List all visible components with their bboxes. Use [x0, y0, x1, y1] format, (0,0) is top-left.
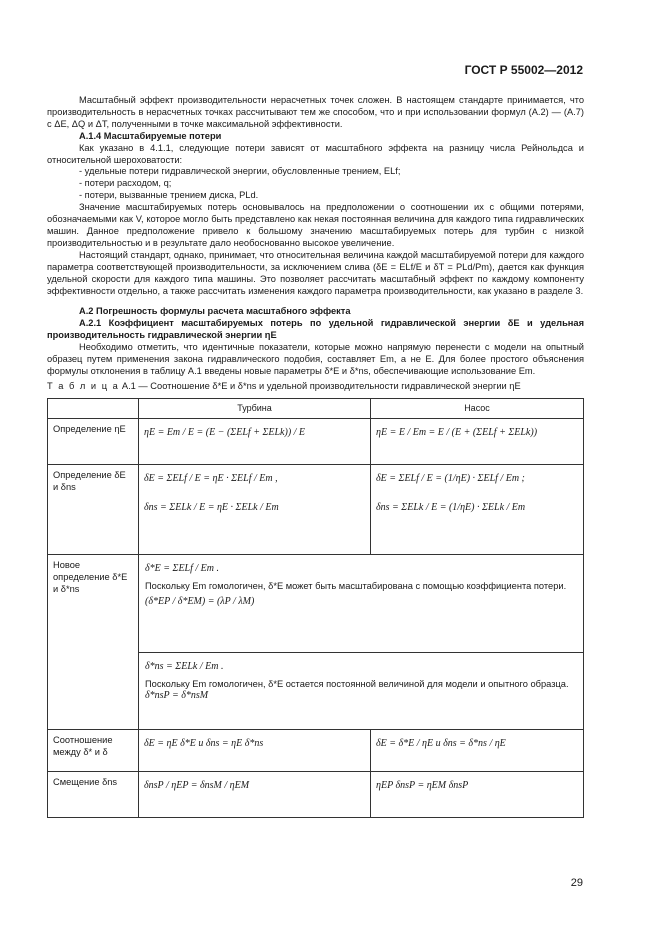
turbine-cell: [139, 730, 371, 772]
turbine-cell: [139, 419, 371, 465]
table-caption: [47, 381, 587, 391]
formula: δ*ns = ΣELk / Em .: [145, 661, 224, 672]
paragraph-2: Как указано в 4.1.1, следующие потери зависят от масштабного эффекта на разницу числа Рейнольдса и относительной шероховатости:: [47, 142, 584, 165]
formula: δ*E = ΣELf / Em .: [145, 563, 220, 574]
formula: δE = ΣELf / E = (1/ηE) · ΣELf / Em ;: [376, 473, 525, 484]
turbine-cell: [139, 772, 371, 818]
paragraph-3: Значение масштабируемых потерь основывалось на предположении о соотношении их с общими потерями, обозначаемыми как V, которое могло быть представлено как некая постоянная величина для каждого типа гидравлических машин. Данное предположение привело к большому значению масштабируемых потерь для турбин с низкой производительностью и в результате дало необоснованно высокое увеличение.: [47, 202, 584, 248]
losses-list: [47, 166, 584, 202]
formula: δns = ΣELk / E = ηE · ΣELk / Em: [144, 502, 279, 513]
list-item: - потери расходом, q;: [79, 178, 172, 189]
cell-note: Поскольку Em гомологичен, δ*E может быть масштабирована с помощью коэффициента потери.: [145, 581, 567, 591]
pump-cell: [371, 730, 584, 772]
document-standard-number: ГОСТ Р 55002—2012: [464, 63, 583, 77]
table-header-row: [48, 399, 584, 419]
header-cell-label: [48, 399, 139, 419]
pump-cell: [371, 465, 584, 555]
formula: ηEP δnsP = ηEM δnsP: [376, 780, 469, 791]
table-row: [48, 730, 584, 772]
table-row: [48, 555, 584, 730]
row-label: Новое определение δ*E и δ*ns: [48, 555, 139, 730]
table-row: [48, 772, 584, 818]
formula: (δ*EP / δ*EM) = (λP / λM): [145, 596, 255, 607]
paragraph-5: Необходимо отметить, что идентичные показатели, которые можно напрямую перенести с модели на опытный образец путем применения закона гидравлического подобия, составляет Em, а не E. Для более простого объяснения формулы отклонения в таблицу А.1 введены новые параметры δ*E и δ*ns, обеспечивающие использование Em.: [47, 342, 584, 376]
row-label: Определение δE и δns: [48, 465, 139, 555]
page-number: 29: [570, 877, 583, 889]
formula: δns = ΣELk / E = (1/ηE) · ΣELk / Em: [376, 502, 526, 513]
row-label: Соотношение между δ* и δ: [48, 730, 139, 772]
row-label: Смещение δns: [48, 772, 139, 818]
pump-cell: [371, 772, 584, 818]
table-caption-text: А.1 — Соотношение δ*E и δ*ns и удельной производительности гидравлической энергии ηE: [121, 381, 521, 391]
heading-a2: А.2 Погрешность формулы расчета масштабного эффекта: [79, 306, 351, 317]
formula: δE = δ*E / ηE и δns = δ*ns / ηE: [376, 738, 506, 749]
formula: ηE = E / Em = E / (E + (ΣELf + ΣELk)): [376, 427, 538, 438]
header-cell-turbine: Турбина: [139, 399, 371, 419]
list-item: - удельные потери гидравлической энергии, обусловленные трением, ELf;: [79, 166, 401, 177]
turbine-cell: [139, 465, 371, 555]
header-cell-pump: Насос: [371, 399, 584, 419]
formula: ηE = Em / E = (E − (ΣELf + ΣELk)) / E: [144, 427, 306, 438]
pump-cell: [371, 419, 584, 465]
table-caption-label: Т а б л и ц а: [47, 381, 120, 391]
paragraph-1: Масштабный эффект производительности нерасчетных точек сложен. В настоящем стандарте принимается, что производительность в нерасчетных точках рассчитывают тем же способом, что и при использовании формул (А.2) — (А.7) с ΔE, ΔQ и ΔT, полученными в точке максимальной эффективности.: [47, 95, 584, 129]
list-item: - потери, вызванные трением диска, PLd.: [79, 190, 259, 201]
formula: δ*nsP = δ*nsM: [145, 690, 209, 701]
formula: δE = ηE δ*E и δns = ηE δ*ns: [144, 738, 264, 749]
heading-a21: А.2.1 Коэффициент масштабируемых потерь по удельной гидравлической энергии δE и удельная производительность гидравлической энергии ηE: [47, 318, 584, 341]
formula: δnsP / ηEP = δnsM / ηEM: [144, 780, 250, 791]
combined-cell: [139, 555, 584, 730]
paragraph-4: Настоящий стандарт, однако, принимает, что относительная величина каждой масштабируемой потери для каждого параметра соответствующей производительности, за исключением слива (δE = ELf/E и δT = PLd/Pm), дается как функция удельной скорости для каждого типа машины. Это позволяет рассчитать масштабный эффект по каждому компоненту эффективности отдельно, а также рассчитать изменения каждого параметра производительности, как указано в разделе 3.: [47, 249, 584, 296]
formula: δE = ΣELf / E = ηE · ΣELf / Em ,: [144, 473, 278, 484]
row-label: Определение ηE: [48, 419, 139, 465]
body-text: [47, 95, 584, 378]
table-row: [48, 465, 584, 555]
table-row: [48, 419, 584, 465]
heading-a14: А.1.4 Масштабируемые потери: [79, 130, 222, 141]
comparison-table: [47, 398, 584, 818]
cell-note: Поскольку Em гомологичен, δ*E остается постоянной величиной для модели и опытного образца.: [145, 679, 569, 689]
